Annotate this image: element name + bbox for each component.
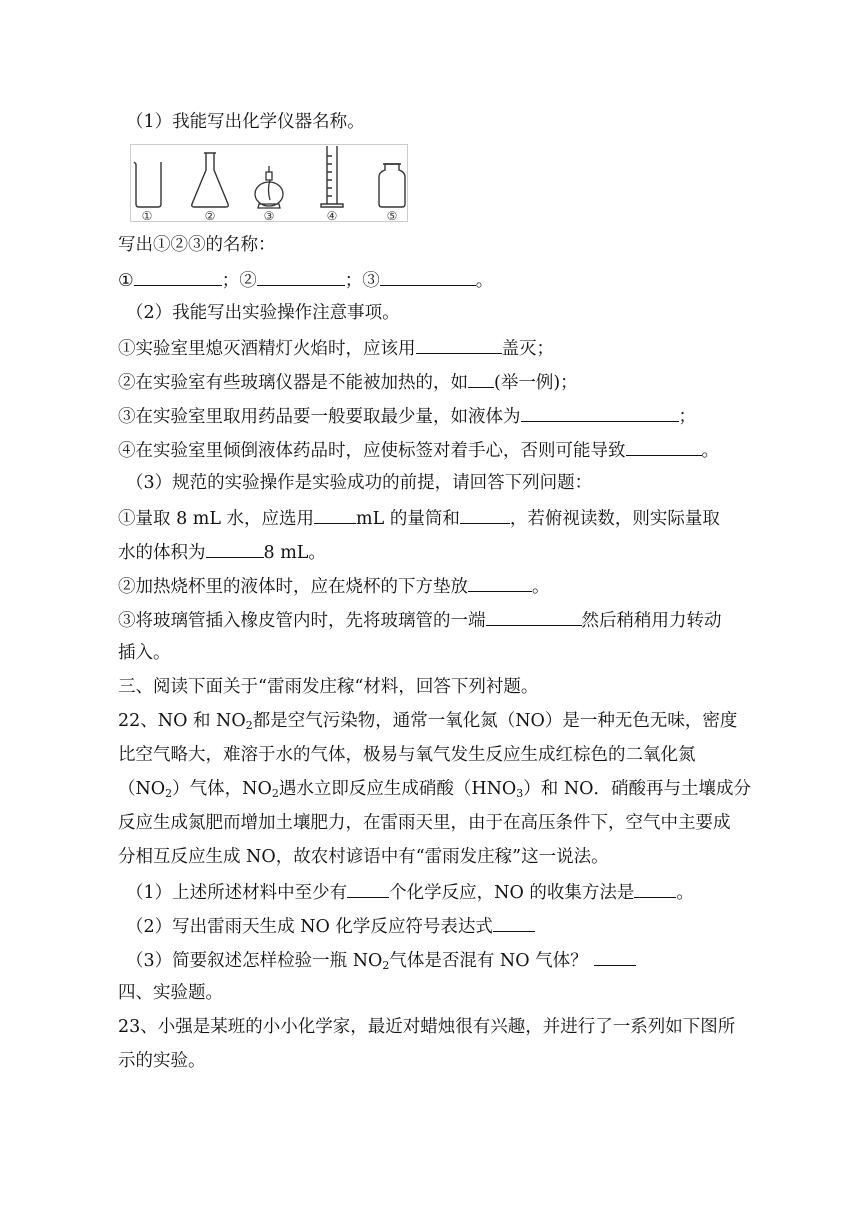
op3-line xyxy=(118,404,696,428)
part2-title: （2）我能写出实验操作注意事项。 xyxy=(126,303,400,323)
p3-1b-tail: 8 mL。 xyxy=(263,543,326,563)
q22-line4: 反应生成氮肥而增加土壤肥力，在雷雨天里，由于在高压条件下，空气中主要成 xyxy=(118,813,731,833)
p3-2-line xyxy=(118,574,550,598)
q22-l1b: 都是空气污染物，通常一氧化氮（NO）是一种无色无味，密度 xyxy=(252,711,738,731)
blank-reaction-count[interactable] xyxy=(347,880,389,898)
reagent-bottle-icon xyxy=(379,164,405,207)
q22-l3a: （NO xyxy=(118,779,166,799)
sub-2: 2 xyxy=(382,959,390,972)
q22-s2-text: （2）写出雷雨天生成 NO 化学反应符号表达式 xyxy=(126,917,493,937)
op3-text: ③在实验室里取用药品要一般要取最少量，如液体为 xyxy=(118,407,521,427)
q22-l3d: ）和 NO．硝酸再与土壤成分 xyxy=(523,779,751,799)
part1-title: （1）我能写出化学仪器名称。 xyxy=(126,112,365,132)
q22-s1-mid: 个化学反应，NO 的收集方法是 xyxy=(389,883,635,903)
figure-label-5: ⑤ xyxy=(386,209,398,222)
blank-name-3[interactable] xyxy=(380,268,476,286)
blank-compare[interactable] xyxy=(206,540,264,558)
op3-tail: ； xyxy=(678,407,696,427)
conical-flask-icon xyxy=(192,153,229,207)
q22-s3b: 气体是否混有 NO 气体？ xyxy=(389,951,588,971)
write-names-instruction: 写出①②③的名称： xyxy=(118,235,276,255)
sub-2: 2 xyxy=(165,787,173,800)
q23-line1: 23、小强是某班的小小化学家，最近对蜡烛很有兴趣，并进行了一系列如下图所 xyxy=(118,1017,736,1037)
blank-op4[interactable] xyxy=(626,438,702,456)
q22-s1-tail: 。 xyxy=(676,883,694,903)
p3-1a-text: ①量取 8 mL 水，应选用 xyxy=(118,509,315,529)
section3-heading: 三、阅读下面关于“雷雨发庄稼“材料，回答下列衬题。 xyxy=(118,677,539,697)
op1-tail: 盖灭； xyxy=(501,339,554,359)
blank-wet[interactable] xyxy=(486,608,582,626)
q23-line2: 示的实验。 xyxy=(118,1051,206,1071)
p3-3b-line: 插入。 xyxy=(118,643,171,663)
instruments-svg xyxy=(130,144,408,222)
figure-label-4: ④ xyxy=(326,209,338,222)
op2-text: ②在实验室有些玻璃仪器是不能被加热的，如 xyxy=(118,373,468,393)
q22-sub1-line xyxy=(126,880,694,904)
op4-line xyxy=(118,438,719,462)
section4-heading: 四、实验题。 xyxy=(118,983,223,1003)
q22-line1 xyxy=(118,710,737,732)
blank-op1[interactable] xyxy=(416,336,502,354)
label-1: ① xyxy=(118,271,134,291)
q22-l3b: ）气体，NO xyxy=(172,779,272,799)
op4-tail: 。 xyxy=(701,441,719,461)
q22-sub2-line xyxy=(126,914,535,938)
p3-3a-text: ③将玻璃管插入橡皮管内时，先将玻璃管的一端 xyxy=(118,611,486,631)
q22-s3a: （3）简要叙述怎样检验一瓶 NO xyxy=(126,951,383,971)
q22-line5: 分相互反应生成 NO，故农村谚语中有“雷雨发庄稼”这一说法。 xyxy=(118,847,609,867)
q22-line3 xyxy=(118,778,751,800)
p3-1b-text: 水的体积为 xyxy=(118,543,206,563)
sub-2: 2 xyxy=(271,787,279,800)
graduated-cylinder-icon xyxy=(321,146,343,207)
blank-op2[interactable] xyxy=(468,370,494,388)
op1-line xyxy=(118,336,554,360)
figure-label-1: ① xyxy=(141,209,153,222)
blank-test[interactable] xyxy=(594,948,636,966)
lab-instruments-figure xyxy=(130,144,408,222)
blank-cylinder-size[interactable] xyxy=(314,506,356,524)
p3-2-tail: 。 xyxy=(532,577,550,597)
period: 。 xyxy=(475,271,494,291)
q22-l3c: 遇水立即反应生成硝酸（HNO xyxy=(278,779,517,799)
blank-op3[interactable] xyxy=(521,404,679,422)
op2-tail: (举一例)； xyxy=(494,373,578,393)
p3-1a-tail: ，若俯视读数，则实际量取 xyxy=(509,509,720,529)
q22-s1-text: （1）上述所述材料中至少有 xyxy=(126,883,348,903)
blank-dropper[interactable] xyxy=(460,506,510,524)
op4-text: ④在实验室里倾倒液体药品时，应使标签对着手心，否则可能导致 xyxy=(118,441,626,461)
p3-3a-tail: 然后稍稍用力转动 xyxy=(581,611,722,631)
blank-collection-method[interactable] xyxy=(634,880,676,898)
label-2: ；② xyxy=(221,271,257,291)
blank-equation[interactable] xyxy=(493,914,535,932)
p3-1b-line xyxy=(118,540,326,564)
sub-2: 2 xyxy=(245,719,253,732)
op1-text: ①实验室里熄灭酒精灯火焰时，应该用 xyxy=(118,339,416,359)
blank-gauze[interactable] xyxy=(468,574,532,592)
p3-3a-line xyxy=(118,608,722,632)
q22-sub3-line xyxy=(126,948,636,972)
figure-label-2: ② xyxy=(204,209,216,222)
alcohol-lamp-icon xyxy=(255,166,283,208)
q22-l1a: 22、NO 和 NO xyxy=(118,711,246,731)
names-answer-line xyxy=(118,268,493,292)
beaker-icon xyxy=(134,162,161,207)
op2-line xyxy=(118,370,578,394)
blank-name-1[interactable] xyxy=(134,268,222,286)
p3-1a-mid: mL 的量筒和 xyxy=(356,509,460,529)
sub-3: 3 xyxy=(516,787,524,800)
figure-label-3: ③ xyxy=(263,209,275,222)
p3-1a-line xyxy=(118,506,720,530)
part3-title: （3）规范的实验操作是实验成功的前提，请回答下列问题： xyxy=(126,473,593,493)
label-3: ；③ xyxy=(344,271,380,291)
blank-name-2[interactable] xyxy=(257,268,345,286)
p3-2-text: ②加热烧杯里的液体时，应在烧杯的下方垫放 xyxy=(118,577,468,597)
q22-line2: 比空气略大，难溶于水的气体，极易与氧气发生反应生成红棕色的二氧化氮 xyxy=(118,745,696,765)
